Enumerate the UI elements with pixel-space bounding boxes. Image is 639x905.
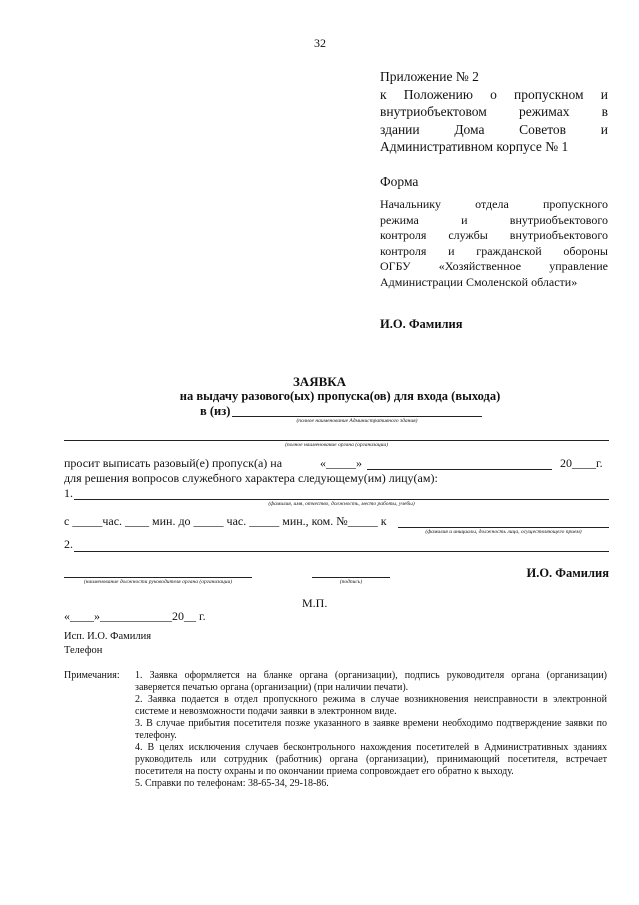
appendix-line: к Положению о пропускном и: [380, 86, 608, 102]
executor-phone: Телефон: [64, 645, 103, 656]
request-subtitle: на выдачу разового(ых) пропуска(ов) для входа (выхода): [179, 389, 501, 403]
addressee-line: Администрации Смоленской области»: [380, 274, 578, 289]
asks-date-open[interactable]: «_____»: [320, 456, 362, 470]
asks-prefix: просит выписать разовый(е) пропуск(а) на: [64, 456, 283, 470]
request-title: ЗАЯВКА: [292, 374, 347, 389]
building-line[interactable]: [232, 416, 482, 417]
item-2-line[interactable]: [74, 551, 609, 552]
head-position-caption: (наименование должности руководителя органа (организации): [83, 579, 233, 585]
appendix-line: здании Дома Советов и: [380, 121, 608, 137]
head-position-line[interactable]: [64, 577, 252, 578]
person-caption: (фамилия, имя, отчество, должность, место работы, учебы): [268, 501, 415, 507]
appendix-title: Приложение № 2: [380, 69, 479, 84]
asks-month-line[interactable]: [367, 469, 552, 470]
notes-label: Примечания:: [64, 670, 120, 681]
note-item: 2. Заявка подается в отдел пропускного режима в случае возникновения неисправности в электронной системе и невозможности подачи заявки в электронном виде.: [135, 694, 607, 717]
executor-block: [64, 630, 151, 658]
addressee-line: контроля службы внутриобъектового: [380, 228, 608, 242]
time-line[interactable]: с _____час. ____ мин. до _____ час. _____ мин., ком. №_____ к: [64, 514, 387, 528]
signature-line[interactable]: [312, 577, 390, 578]
note-item: 1. Заявка оформляется на бланке органа (организации), подпись руководителя органа (организации) заверяется печатью органа (организации) (при наличии печати).: [135, 670, 607, 693]
building-caption: (полное наименование Административного здания): [296, 418, 418, 424]
addressee-line: режима и внутриобъектового: [380, 212, 608, 227]
date-line[interactable]: «____»____________20__ г.: [64, 609, 206, 623]
note-item: 5. Справки по телефонам: 38-65-34, 29-18-86.: [135, 778, 329, 789]
item-2-label: 2.: [64, 537, 73, 551]
addressee-block: [380, 197, 608, 290]
page-number: 32: [314, 36, 326, 50]
organization-line[interactable]: [64, 440, 609, 441]
item-1-label: 1.: [64, 486, 73, 500]
appendix-block: [380, 68, 608, 156]
note-item: 4. В целях исключения случаев бесконтрольного нахождения посетителей в Административных зданиях руководитель или сотрудник (работник) органа (организации), принимающий посетителя, встречает посетителя на посту охраны и по окончании приема сопровождает его обратно к выходу.: [135, 742, 607, 777]
appendix-line: внутриобъектовом режимах в: [380, 104, 608, 119]
purpose-text: для решения вопросов служебного характера следующему(им) лицу(ам):: [64, 471, 438, 485]
item-1-line[interactable]: [74, 499, 609, 500]
appendix-line: Административном корпусе № 1: [380, 139, 569, 154]
stamp-label: М.П.: [302, 596, 328, 610]
host-caption: (фамилия и инициалы, должность лица, осуществляющего прием): [425, 529, 582, 535]
addressee-line: ОГБУ «Хозяйственное управление: [380, 259, 608, 273]
notes-list: [135, 670, 607, 790]
addressee-name: И.О. Фамилия: [380, 317, 463, 331]
addressee-line: Начальнику отдела пропускного: [380, 197, 608, 211]
signature-caption: (подпись): [339, 579, 363, 585]
head-name: И.О. Фамилия: [526, 566, 609, 580]
note-item: 3. В случае прибытия посетителя позже указанного в заявке времени необходимо подтверждение заявки по телефону.: [135, 718, 607, 741]
organization-caption: (полное наименование органа (организации): [285, 442, 388, 448]
addressee-line: контроля и гражданской обороны: [380, 243, 608, 258]
form-label: Форма: [380, 174, 419, 189]
asks-year[interactable]: 20____г.: [560, 456, 603, 470]
executor-name: Исп. И.О. Фамилия: [64, 631, 152, 642]
host-line[interactable]: [398, 527, 609, 528]
in-from-label: в (из): [200, 404, 231, 418]
